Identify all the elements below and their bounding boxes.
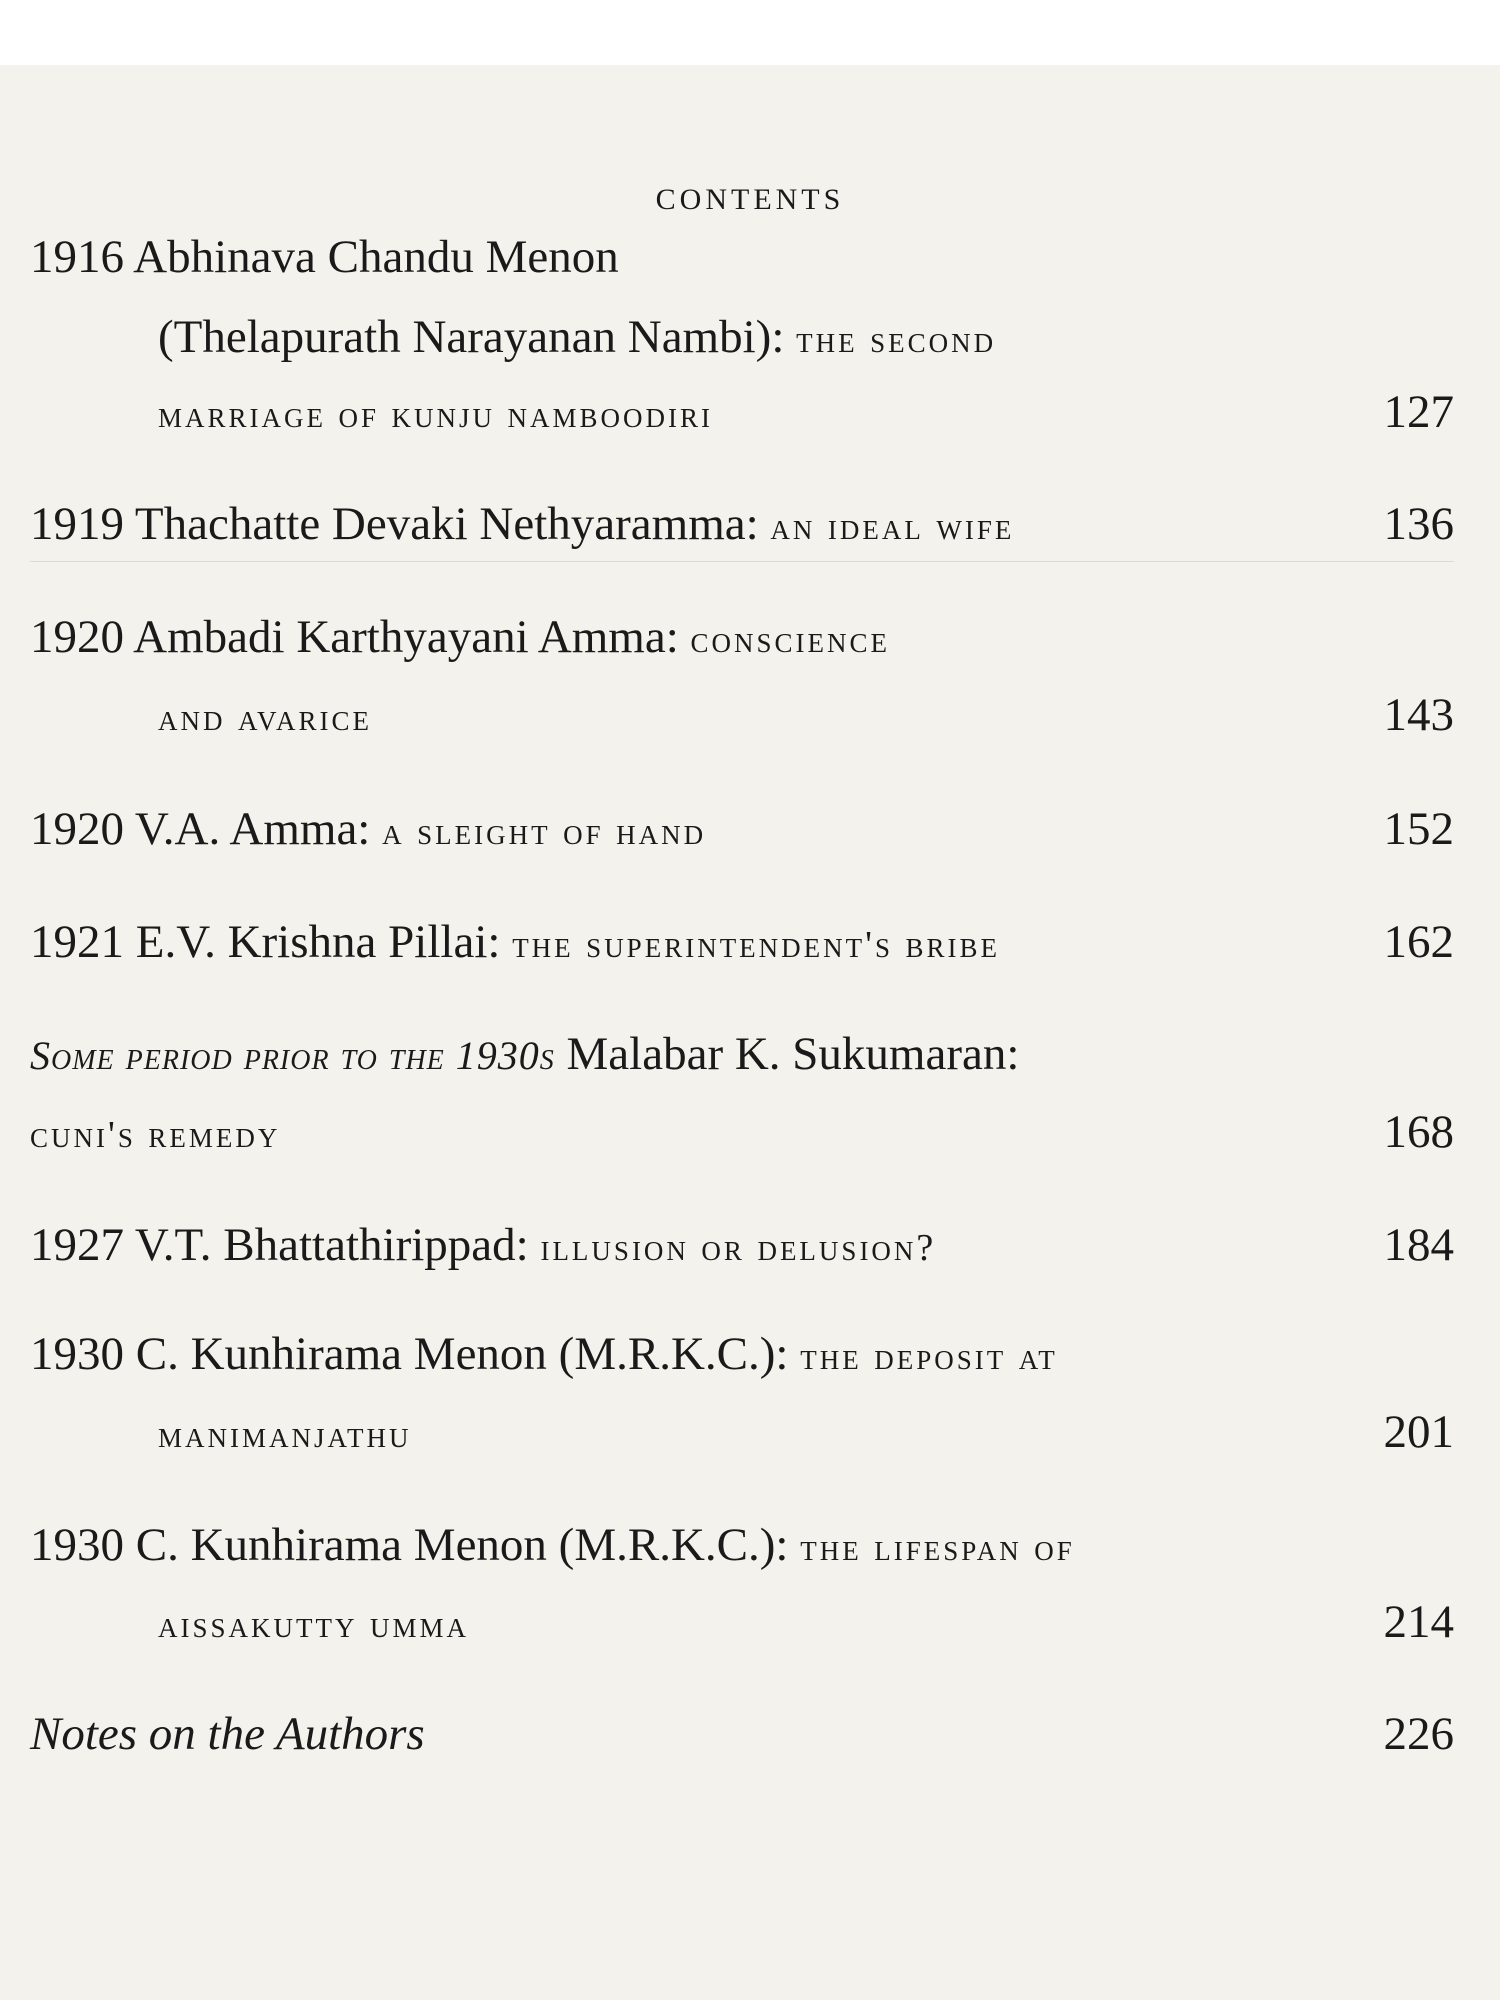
entry-title: illusion or delusion?: [540, 1227, 937, 1269]
entry-period: Some period prior to the 1930s: [30, 1033, 555, 1078]
entry-title: and avarice: [158, 697, 373, 739]
entry-author: Abhinava Chandu Menon: [133, 231, 619, 283]
toc-line: [30, 497, 1454, 557]
toc-line: [30, 1707, 1454, 1767]
entry-year: 1920: [30, 803, 135, 855]
entry-title: the superintendent's bribe: [512, 924, 1001, 966]
entry-author: Thachatte Devaki Nethyaramma:: [134, 498, 771, 550]
toc-list: [0, 65, 1500, 2000]
contents-heading: CONTENTS: [655, 183, 845, 216]
entry-year: 1930: [30, 1519, 136, 1571]
book-page: [0, 65, 1500, 2000]
entry-author: V.T. Bhattathirippad:: [134, 1219, 541, 1271]
page-number: 214: [1383, 1596, 1454, 1648]
toc-line: [30, 310, 1454, 370]
entry-title: the deposit at: [800, 1336, 1058, 1378]
page-number: 136: [1383, 498, 1454, 550]
entry-title: aissakutty umma: [158, 1604, 470, 1646]
entry-title: the second: [796, 319, 997, 361]
divider: [30, 561, 1454, 562]
page-number: 226: [1383, 1708, 1454, 1760]
entry-author: E.V. Krishna Pillai:: [135, 916, 513, 968]
toc-line: [30, 802, 1454, 862]
entry-title: Notes on the Authors: [30, 1708, 425, 1760]
entry-year: 1927: [30, 1219, 135, 1271]
page-number: 143: [1383, 689, 1454, 741]
toc-line: [30, 610, 1454, 670]
entry-title: conscience: [690, 619, 891, 661]
entry-title: manimanjathu: [158, 1414, 412, 1456]
toc-line: [30, 688, 1454, 748]
entry-year: 1920: [30, 611, 134, 663]
entry-year: 1921: [30, 916, 136, 968]
page-number: 152: [1383, 803, 1454, 855]
entry-year: 1916: [30, 231, 134, 283]
entry-author: (Thelapurath Narayanan Nambi):: [158, 311, 797, 363]
toc-line: [30, 1518, 1454, 1578]
entry-title: a sleight of hand: [382, 811, 707, 853]
entry-author: C. Kunhirama Menon (M.R.K.C.):: [135, 1519, 801, 1571]
page-number: 201: [1383, 1406, 1454, 1458]
entry-title: the lifespan of: [800, 1527, 1075, 1569]
entry-title: an ideal wife: [770, 506, 1015, 548]
toc-line: [30, 915, 1454, 975]
toc-line: [30, 1327, 1454, 1387]
page-number: 162: [1383, 916, 1454, 968]
entry-author: C. Kunhirama Menon (M.R.K.C.):: [135, 1328, 801, 1380]
toc-line: [30, 1027, 1454, 1087]
entry-year: 1930: [30, 1328, 136, 1380]
entry-title: cuni's remedy: [30, 1114, 281, 1156]
toc-line: [30, 230, 1454, 290]
toc-line: [30, 1595, 1454, 1655]
entry-author: Ambadi Karthyayani Amma:: [133, 611, 691, 663]
entry-author: V.A. Amma:: [134, 803, 383, 855]
entry-title: marriage of kunju namboodiri: [158, 394, 714, 436]
toc-line: [30, 1105, 1454, 1165]
page-number: 168: [1383, 1106, 1454, 1158]
page-number: 184: [1383, 1219, 1454, 1271]
entry-author: Malabar K. Sukumaran:: [554, 1028, 1020, 1080]
entry-year: 1919: [30, 498, 135, 550]
toc-line: [30, 1218, 1454, 1278]
toc-line: [30, 385, 1454, 445]
toc-line: [30, 1405, 1454, 1465]
page-number: 127: [1383, 386, 1454, 438]
